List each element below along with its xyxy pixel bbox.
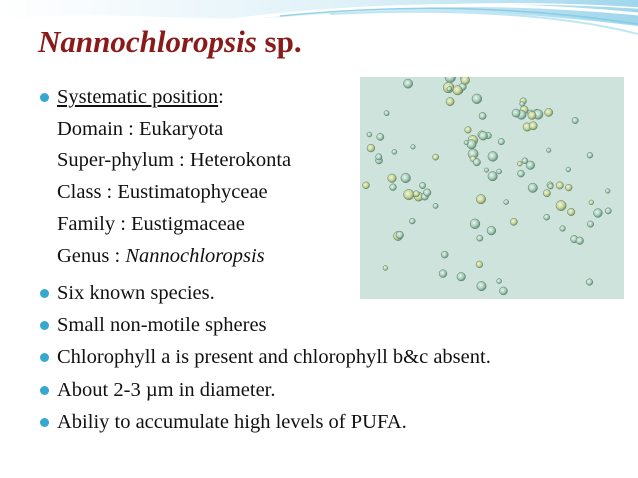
cell-mark	[606, 189, 611, 194]
cell-mark	[472, 94, 482, 104]
cell-mark	[433, 203, 438, 208]
cell-mark	[465, 127, 472, 134]
cell-mark	[586, 279, 593, 286]
cell-mark	[467, 140, 476, 149]
cell-mark	[413, 191, 419, 197]
slide-title	[38, 24, 302, 60]
bullet-chlorophyll: Chlorophyll a is present and chlorophyll b&c absent.	[57, 346, 491, 368]
cell-mark	[497, 169, 502, 174]
cell-mark	[477, 281, 486, 290]
cell-mark	[587, 221, 593, 227]
taxonomy-family: Family : Eustigmaceae	[57, 213, 245, 235]
taxonomy-class: Class : Eustimatophyceae	[57, 181, 268, 203]
bullet-icon	[40, 93, 49, 102]
cell-mark	[484, 168, 488, 172]
bullet-icon	[40, 418, 49, 427]
cell-mark	[568, 208, 575, 215]
systematic-colon: :	[218, 86, 224, 108]
cell-mark	[510, 218, 517, 225]
bullet-icon	[40, 321, 49, 330]
cell-mark	[470, 219, 480, 229]
cell-mark	[457, 272, 466, 281]
cell-mark	[566, 167, 571, 172]
cell-mark	[473, 159, 480, 166]
cell-mark	[367, 144, 375, 152]
cell-mark	[543, 190, 550, 197]
cell-mark	[529, 122, 537, 130]
cell-mark	[572, 117, 578, 123]
cell-mark	[447, 86, 452, 91]
cell-mark	[594, 209, 603, 218]
cell-mark	[404, 79, 413, 88]
cell-mark	[499, 287, 507, 295]
taxonomy-domain: Domain : Eukaryota	[57, 118, 224, 140]
cell-mark	[388, 174, 397, 183]
cell-mark	[548, 184, 554, 190]
cell-mark	[544, 214, 550, 220]
cell-mark	[433, 154, 439, 160]
bullet-diameter: About 2-3 µm in diameter.	[57, 379, 276, 401]
cell-mark	[461, 77, 470, 85]
cell-mark	[396, 231, 404, 239]
cell-mark	[376, 154, 382, 160]
genus-name: Nannochloropsis	[125, 245, 265, 267]
cell-mark	[392, 149, 397, 154]
cell-mark	[517, 161, 522, 166]
cell-mark	[401, 173, 411, 183]
cell-mark	[411, 145, 416, 150]
cell-mark	[565, 184, 572, 191]
bullet-icon	[40, 353, 49, 362]
taxonomy-superphylum: Super-phylum : Heterokonta	[57, 149, 292, 171]
cell-mark	[576, 237, 584, 245]
cell-mark	[560, 226, 566, 232]
cell-mark	[441, 251, 448, 258]
cell-mark	[446, 98, 454, 106]
bullet-icon	[40, 386, 49, 395]
cell-mark	[363, 182, 370, 189]
cell-mark	[589, 200, 594, 205]
cell-mark	[476, 261, 483, 268]
cell-mark	[383, 266, 388, 271]
cell-mark	[423, 189, 431, 197]
title-genus: Nannochloropsis	[38, 24, 257, 59]
cell-mark	[384, 111, 389, 116]
cell-mark	[377, 133, 384, 140]
cell-mark	[504, 200, 509, 205]
cell-mark	[497, 279, 502, 284]
cell-mark	[545, 108, 553, 116]
systematic-position-heading	[57, 85, 224, 109]
cell-mark	[520, 102, 525, 107]
cell-mark	[367, 132, 372, 137]
cell-mark	[390, 184, 397, 191]
cell-mark	[453, 86, 462, 95]
cell-mark	[464, 140, 468, 144]
cell-mark	[476, 195, 485, 204]
cell-mark	[556, 182, 563, 189]
genus-prefix: Genus :	[57, 245, 126, 267]
cell-mark	[587, 152, 593, 158]
cell-mark	[605, 208, 611, 214]
cell-mark	[512, 109, 520, 117]
cell-mark	[488, 152, 498, 162]
bullet-icon	[40, 289, 49, 298]
bullet-species: Six known species.	[57, 282, 215, 304]
cell-mark	[479, 131, 488, 140]
cell-mark	[404, 189, 414, 199]
cell-mark	[546, 148, 551, 153]
cell-mark	[479, 112, 486, 119]
cell-mark	[477, 235, 483, 241]
cell-mark	[439, 270, 447, 278]
bullet-pufa: Abiliy to accumulate high levels of PUFA.	[57, 411, 407, 433]
title-suffix: sp.	[256, 24, 302, 59]
cell-mark	[528, 111, 536, 119]
cell-mark	[556, 201, 566, 211]
cell-mark	[522, 158, 528, 164]
cell-mark	[488, 172, 497, 181]
systematic-label: Systematic position	[57, 86, 219, 108]
cell-mark	[528, 183, 537, 192]
cell-mark	[487, 226, 496, 235]
micrograph-image	[360, 77, 624, 299]
taxonomy-genus	[57, 244, 265, 268]
cell-mark	[409, 218, 415, 224]
cell-mark	[498, 138, 504, 144]
bullet-spheres: Small non-motile spheres	[57, 314, 267, 336]
cell-mark	[419, 182, 425, 188]
cell-mark	[518, 170, 525, 177]
